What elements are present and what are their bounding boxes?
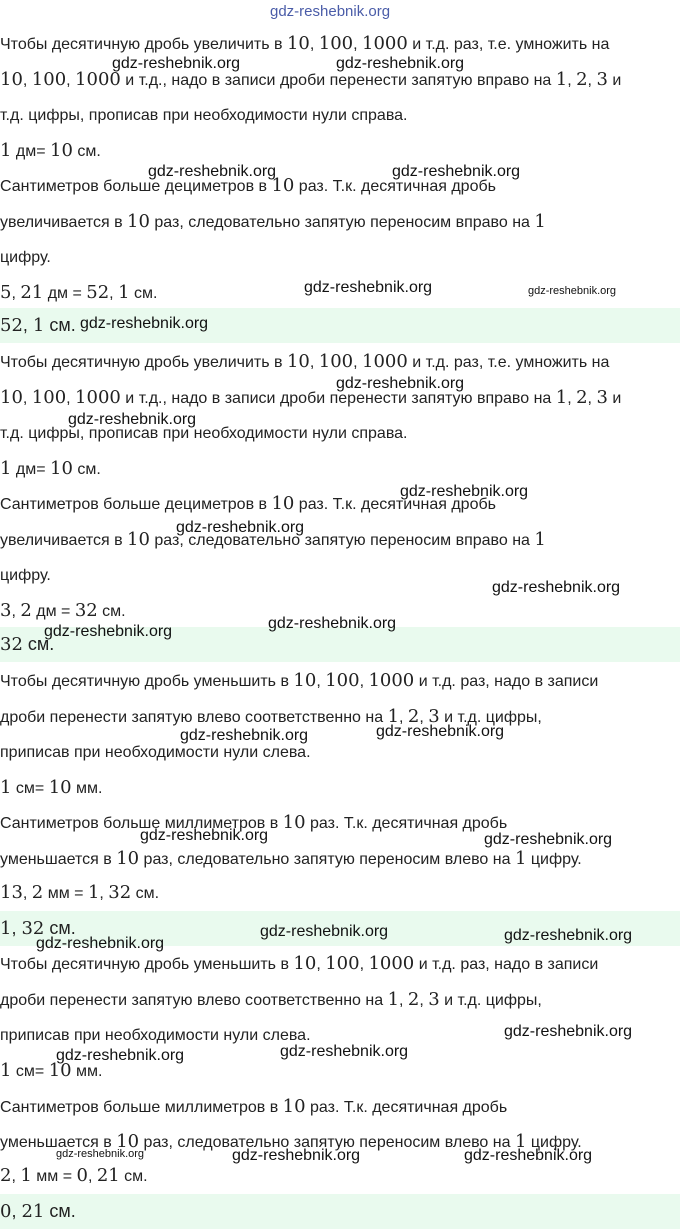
text-line: Сантиметров больше дециметров в 10 раз. Т.к. десятичная дробь [0, 175, 496, 196]
watermark: gdz-reshebnik.org [56, 1148, 145, 1160]
watermark: gdz-reshebnik.org [140, 827, 269, 844]
answer-text: 1, 32 см. [0, 918, 76, 939]
watermark: gdz-reshebnik.org [80, 315, 209, 332]
watermark: gdz-reshebnik.org [44, 623, 173, 640]
answer-text: 0, 21 см. [0, 1201, 76, 1222]
watermark: gdz-reshebnik.org [392, 163, 521, 180]
text-line: увеличивается в 10 раз, следовательно запятую переносим вправо на 1 [0, 529, 546, 550]
conversion-fact: 1 см= 10 мм. [0, 1060, 103, 1081]
watermark: gdz-reshebnik.org [148, 163, 277, 180]
watermark: gdz-reshebnik.org [336, 55, 465, 72]
watermark: gdz-reshebnik.org [176, 519, 305, 536]
watermark: gdz-reshebnik.org [492, 579, 621, 596]
watermark: gdz-reshebnik.org [484, 831, 613, 848]
watermark: gdz-reshebnik.org [56, 1047, 185, 1064]
text-line: Чтобы десятичную дробь увеличить в 10, 100, 1000 и т.д. раз, т.е. умножить на [0, 351, 610, 372]
watermark: gdz-reshebnik.org [270, 3, 391, 20]
watermark: gdz-reshebnik.org [464, 1147, 593, 1164]
calculation-line: 5, 21 дм = 52, 1 см. [0, 282, 158, 303]
answer-text: 52, 1 см. [0, 315, 76, 336]
text-line: приписав при необходимости нули слева. [0, 1027, 311, 1044]
watermark: gdz-reshebnik.org [504, 1023, 633, 1040]
text-line: увеличивается в 10 раз, следовательно запятую переносим вправо на 1 [0, 211, 546, 232]
text-line: уменьшается в 10 раз, следовательно запятую переносим влево на 1 цифру. [0, 848, 582, 869]
calculation-line: 3, 2 дм = 32 см. [0, 600, 126, 621]
watermark: gdz-reshebnik.org [232, 1147, 361, 1164]
text-line: т.д. цифры, прописав при необходимости нули справа. [0, 425, 408, 442]
watermark: gdz-reshebnik.org [528, 285, 617, 297]
text-line: Сантиметров больше миллиметров в 10 раз. Т.к. десятичная дробь [0, 1096, 508, 1117]
text-line: 10, 100, 1000 и т.д., надо в записи дроби перенести запятую вправо на 1, 2, 3 и [0, 387, 622, 408]
watermark: gdz-reshebnik.org [260, 923, 389, 940]
text-line: Сантиметров больше дециметров в 10 раз. Т.к. десятичная дробь [0, 493, 496, 514]
watermark: gdz-reshebnik.org [112, 55, 241, 72]
text-line: дроби перенести запятую влево соответственно на 1, 2, 3 и т.д. цифры, [0, 706, 542, 727]
text-line: Чтобы десятичную дробь уменьшить в 10, 100, 1000 и т.д. раз, надо в записи [0, 670, 599, 691]
watermark: gdz-reshebnik.org [376, 723, 505, 740]
text-line: цифру. [0, 249, 51, 266]
watermark: gdz-reshebnik.org [504, 927, 633, 944]
text-line: Чтобы десятичную дробь увеличить в 10, 100, 1000 и т.д. раз, т.е. умножить на [0, 33, 610, 54]
watermark: gdz-reshebnik.org [280, 1043, 409, 1060]
watermark: gdz-reshebnik.org [268, 615, 397, 632]
text-line: приписав при необходимости нули слева. [0, 744, 311, 761]
text-line: уменьшается в 10 раз, следовательно запятую переносим влево на 1 цифру. [0, 1131, 582, 1152]
text-line: 10, 100, 1000 и т.д., надо в записи дроби перенести запятую вправо на 1, 2, 3 и [0, 69, 622, 90]
conversion-fact: 1 дм= 10 см. [0, 140, 101, 161]
text-line: Чтобы десятичную дробь уменьшить в 10, 100, 1000 и т.д. раз, надо в записи [0, 953, 599, 974]
watermark: gdz-reshebnik.org [68, 411, 197, 428]
watermark: gdz-reshebnik.org [400, 483, 529, 500]
calculation-line: 13, 2 мм = 1, 32 см. [0, 882, 160, 903]
conversion-fact: 1 дм= 10 см. [0, 458, 101, 479]
answer-box [0, 1194, 680, 1229]
text-line: Сантиметров больше миллиметров в 10 раз. Т.к. десятичная дробь [0, 812, 508, 833]
watermark: gdz-reshebnik.org [36, 935, 165, 952]
text-line: дроби перенести запятую влево соответственно на 1, 2, 3 и т.д. цифры, [0, 989, 542, 1010]
watermark: gdz-reshebnik.org [180, 727, 309, 744]
calculation-line: 2, 1 мм = 0, 21 см. [0, 1165, 148, 1186]
text-line: т.д. цифры, прописав при необходимости нули справа. [0, 107, 408, 124]
answer-text: 32 см. [0, 634, 55, 655]
text-line: цифру. [0, 567, 51, 584]
conversion-fact: 1 см= 10 мм. [0, 777, 103, 798]
watermark: gdz-reshebnik.org [304, 279, 433, 296]
watermark: gdz-reshebnik.org [336, 375, 465, 392]
